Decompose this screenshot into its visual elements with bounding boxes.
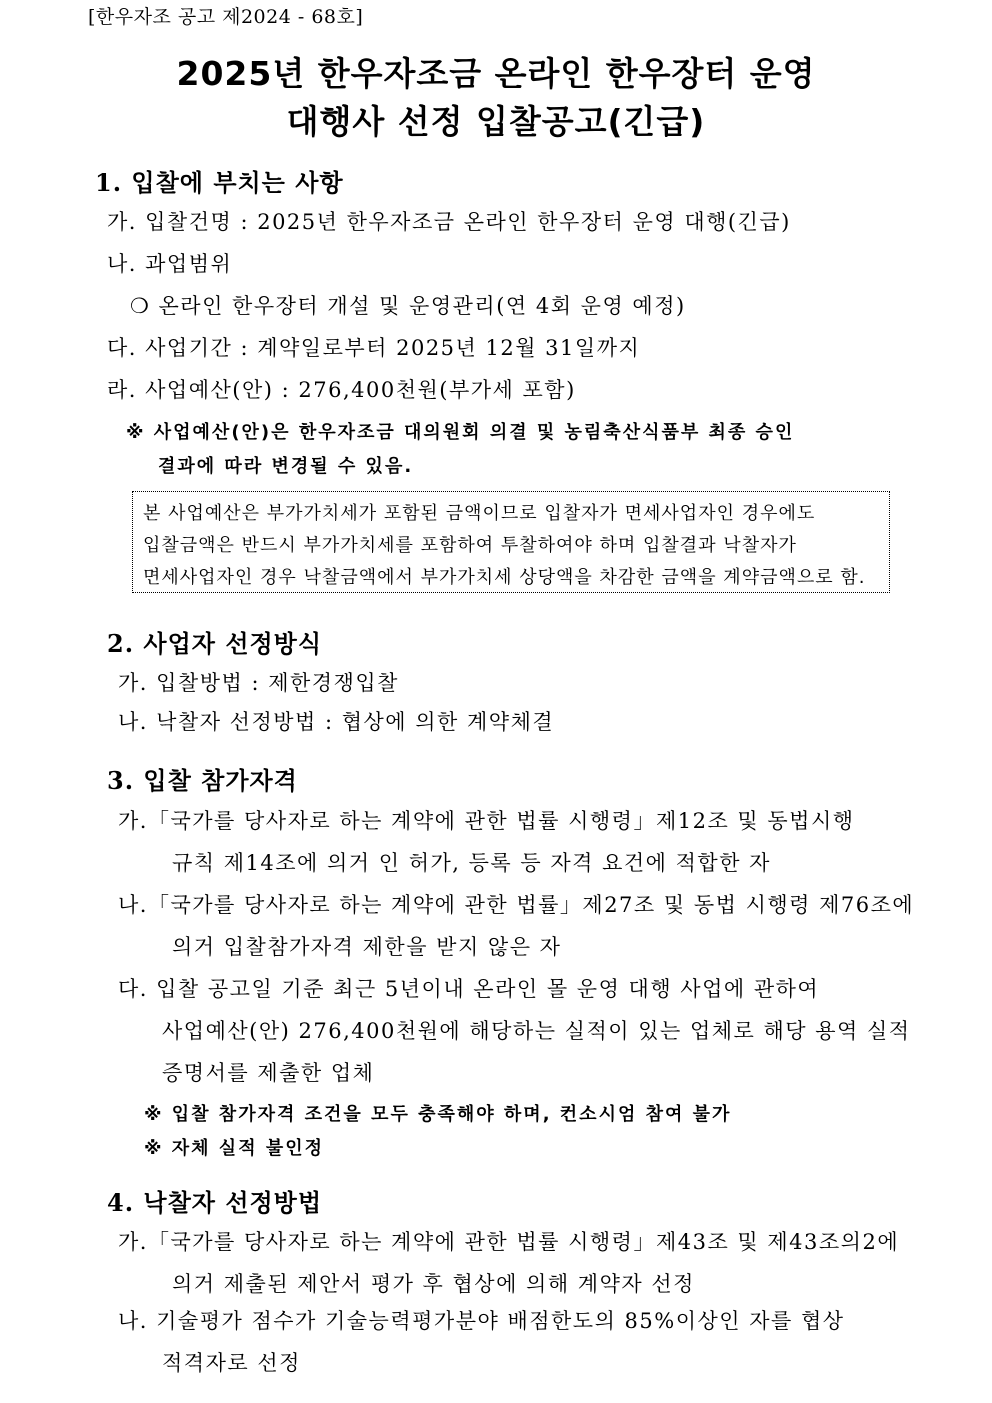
section-1-item-ra: 라. 사업예산(안) : 276,400천원(부가세 포함) (107, 378, 576, 402)
section-3-item-na-line2: 의거 입찰참가자격 제한을 받지 않은 자 (172, 935, 562, 959)
section-2-heading: 2. 사업자 선정방식 (107, 629, 323, 658)
section-3-item-ga-line1: 가.「국가를 당사자로 하는 계약에 관한 법률 시행령」제12조 및 동법시행 (118, 809, 855, 833)
section-1-heading: 1. 입찰에 부치는 사항 (95, 168, 344, 197)
document-title-line2: 대행사 선정 입찰공고(긴급) (286, 102, 706, 141)
section-3-note-line2: ※ 자체 실적 불인정 (144, 1138, 325, 1159)
section-4-item-na-line2: 적격자로 선정 (162, 1351, 301, 1375)
section-3-item-ga-line2: 규칙 제14조에 의거 인 허가, 등록 등 자격 요건에 적합한 자 (172, 851, 771, 875)
section-3-note-line1: ※ 입찰 참가자격 조건을 모두 충족해야 하며, 컨소시엄 참여 불가 (144, 1104, 732, 1125)
document-title-line1: 2025년 한우자조금 온라인 한우장터 운영 (176, 54, 816, 93)
vat-notice-line3: 면세사업자인 경우 낙찰금액에서 부가가치세 상당액을 차감한 금액을 계약금액으로 함. (143, 567, 866, 588)
section-3-item-da-line3: 증명서를 제출한 업체 (162, 1061, 375, 1085)
section-3-item-da-line2: 사업예산(안) 276,400천원에 해당하는 실적이 있는 업체로 해당 용역 실적 (162, 1019, 911, 1043)
section-4-heading: 4. 낙찰자 선정방법 (107, 1188, 323, 1217)
section-1-item-na: 나. 과업범위 (107, 252, 233, 276)
section-1-item-da: 다. 사업기간 : 계약일로부터 2025년 12월 31일까지 (107, 336, 641, 360)
section-3-heading: 3. 입찰 참가자격 (107, 766, 298, 795)
notice-number: [한우자조 공고 제2024 - 68호] (88, 6, 364, 28)
vat-notice-line1: 본 사업예산은 부가가치세가 포함된 금액이므로 입찰자가 면세사업자인 경우에도 (143, 503, 816, 524)
section-1-item-ga: 가. 입찰건명 : 2025년 한우자조금 온라인 한우장터 운영 대행(긴급) (107, 210, 791, 234)
section-1-scope-bullet: ❍ 온라인 한우장터 개설 및 운영관리(연 4회 운영 예정) (130, 294, 686, 318)
section-4-item-ga-line1: 가.「국가를 당사자로 하는 계약에 관한 법률 시행령」제43조 및 제43조의2에 (118, 1230, 900, 1254)
section-4-item-ga-line2: 의거 제출된 제안서 평가 후 협상에 의해 계약자 선정 (172, 1272, 695, 1296)
section-1-note-line2: 결과에 따라 변경될 수 있음. (158, 456, 414, 477)
section-3-item-na-line1: 나.「국가를 당사자로 하는 계약에 관한 법률」제27조 및 동법 시행령 제76조에 (118, 893, 915, 917)
vat-notice-line2: 입찰금액은 반드시 부가가치세를 포함하여 투찰하여야 하며 입찰결과 낙찰자가 (143, 535, 797, 556)
section-1-note-line1: ※ 사업예산(안)은 한우자조금 대의원회 의결 및 농림축산식품부 최종 승인 (126, 422, 795, 443)
section-4-item-na-line1: 나. 기술평가 점수가 기술능력평가분야 배점한도의 85%이상인 자를 협상 (118, 1309, 845, 1333)
section-3-item-da-line1: 다. 입찰 공고일 기준 최근 5년이내 온라인 몰 운영 대행 사업에 관하여 (118, 977, 820, 1001)
section-2-item-ga: 가. 입찰방법 : 제한경쟁입찰 (118, 671, 399, 695)
vat-notice-box (132, 491, 890, 593)
section-2-item-na: 나. 낙찰자 선정방법 : 협상에 의한 계약체결 (118, 710, 555, 734)
